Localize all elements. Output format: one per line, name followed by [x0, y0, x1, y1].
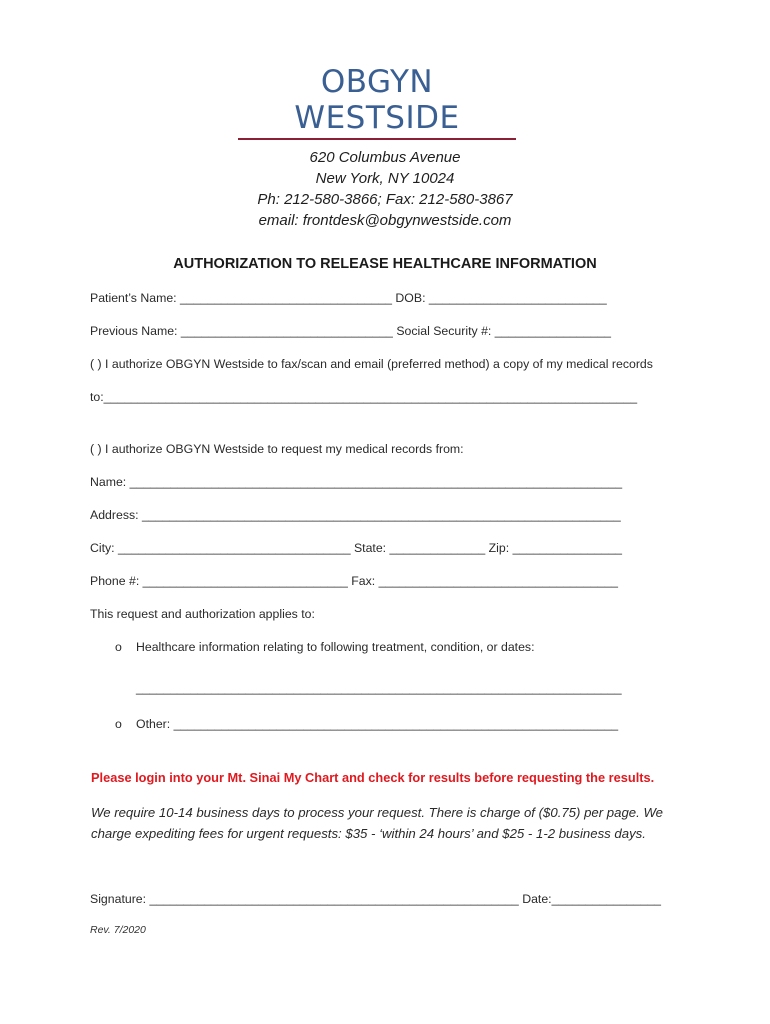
fees-line-1: We require 10-14 business days to process your request. There is charge of ($0.75) per page. We: [91, 805, 664, 820]
phone-fax-line: Ph: 212-580-3866; Fax: 212-580-3867: [257, 191, 513, 208]
patient-name-dob-field[interactable]: Patient’s Name: _______________________________ DOB: __________________________: [90, 291, 607, 305]
option-healthcare-label: Healthcare information relating to following treatment, condition, or dates:: [136, 640, 535, 654]
mychart-notice: Please login into your Mt. Sinai My Chart and check for results before requesting the results.: [91, 770, 655, 785]
provider-address-field[interactable]: Address: ______________________________________________________________________: [90, 508, 621, 522]
email-line: email: frontdesk@obgynwestside.com: [258, 212, 512, 229]
form-title: AUTHORIZATION TO RELEASE HEALTHCARE INFORMATION: [173, 256, 597, 272]
option-other-field[interactable]: Other: _________________________________________________________________: [136, 717, 619, 731]
authorize-request-checkbox[interactable]: ( ) I authorize OBGYN Westside to request my medical records from:: [90, 442, 464, 456]
signature-date-field[interactable]: Signature: ______________________________________________________ Date:________________: [90, 892, 662, 906]
address-line-2: New York, NY 10024: [315, 170, 455, 187]
logo-underline: [238, 138, 516, 140]
provider-name-field[interactable]: Name: ________________________________________________________________________: [90, 475, 623, 489]
logo: [238, 64, 516, 140]
phone-fax-field[interactable]: Phone #: ______________________________ Fax: ___________________________________: [90, 574, 618, 588]
logo-text: OBGYN WESTSIDE: [294, 64, 460, 136]
send-to-field[interactable]: to:______________________________________________________________________________: [90, 390, 638, 404]
revision-note: Rev. 7/2020: [90, 924, 146, 936]
previous-name-ssn-field[interactable]: Previous Name: _______________________________ Social Security #: _________________: [90, 324, 611, 338]
authorize-send-checkbox[interactable]: ( ) I authorize OBGYN Westside to fax/scan and email (preferred method) a copy of my medical records: [90, 357, 653, 371]
option-healthcare-field[interactable]: _______________________________________________________________________: [136, 681, 622, 695]
fees-line-2: charge expediting fees for urgent requests: $35 - ‘within 24 hours’ and $25 - 1-2 business days.: [91, 826, 646, 841]
applies-to-label: This request and authorization applies to:: [90, 607, 315, 621]
city-state-zip-field[interactable]: City: __________________________________ State: ______________ Zip: ________________: [90, 541, 622, 555]
bullet-other: o: [115, 717, 122, 731]
address-line-1: 620 Columbus Avenue: [309, 149, 461, 166]
bullet-healthcare: o: [115, 640, 122, 654]
